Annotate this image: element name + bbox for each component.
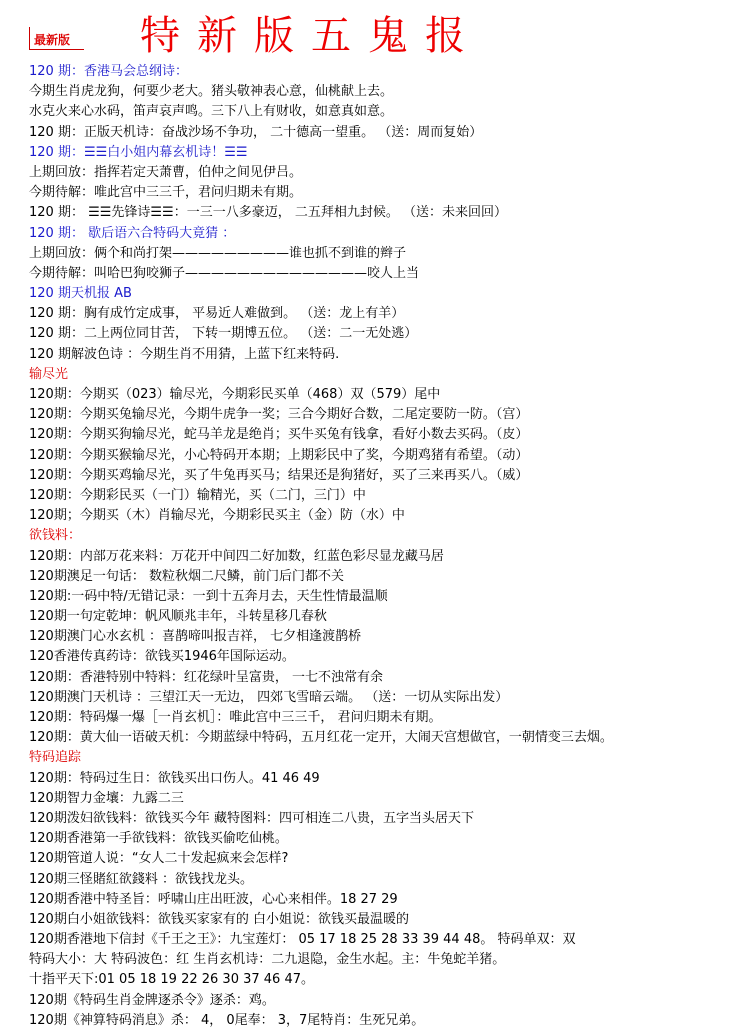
text-line: 120期澳门心水玄机 ：喜鹊啼叫报吉祥， 七夕相逢渡鹊桥 [29, 629, 362, 645]
text-line: 水克火来心水码，笛声哀声鸣。三下八上有财收，如意真如意。 [29, 104, 394, 120]
text-line: 今期生肖虎龙狗，何要少老大。猪头敬神表心意，仙桃献上去。 [29, 84, 394, 100]
text-line: 120 期：香港马会总纲诗： [29, 64, 188, 79]
text-line: 120期泼妇欲钱料：欲钱买今年 藏特图料：四可相连二八贵，五字当头居天下 [29, 810, 474, 826]
text-line: 120 期：胸有成竹定成事， 平易近人难做到。 （送：龙上有羊） [29, 306, 405, 322]
text-line: 120期：特码爆一爆［一肖玄机］：唯此宫中三三千， 君问归期未有期。 [29, 710, 442, 725]
text-line: 120期香港中特圣旨：呼啸山庄出旺波，心心来相伴。18 27 29 [29, 891, 398, 907]
text-line: 120期澳门天机诗 ：三望江天一无边， 四郊飞雪暗云端。 （送：一切从实际出发） [29, 689, 509, 705]
text-line: 120 期：正版天机诗：奋战沙场不争功， 二十德高一望重。 （送：周而复始） [29, 124, 483, 140]
text-line: 120香港传真药诗：欲钱买1946年国际运动。 [29, 649, 295, 665]
section-heading: 特码追踪 [29, 750, 82, 766]
text-line: 120期:一码中特/无错记录：一到十五奔月去，天生性情最温顺 [29, 588, 388, 604]
text-line: 120 期天机报 AB [29, 286, 132, 302]
text-line: 今期待解：叫哈巴狗咬狮子——————————————咬人上当 [29, 265, 420, 281]
text-line: 120期《神算特码消息》杀： 4， 0尾奉： 3，7尾特肖：生死兄弟。 [29, 1012, 425, 1028]
text-line: 120 期： ☰☰先锋诗☰☰：一三一八多豪迈， 二五拜相九封候。 （送：未来回回） [29, 205, 507, 221]
text-line: 上期回放：俩个和尚打架—————————谁也抓不到谁的辫子 [29, 245, 407, 261]
text-line: 120期：今期买狗输尽光，蛇马羊龙是绝肖；买牛买兔有钱拿，看好小数去买码。（皮） [29, 427, 529, 443]
page-title: 特新版五鬼报 [140, 13, 482, 59]
text-line: 特码大小：大 特码波色：红 生肖玄机诗：二九退隐，金生水起。主：牛兔蛇羊猪。 [29, 952, 506, 968]
text-line: 120 期：二上两位同甘苦， 下转一期博五位。 （送：二一无处逃） [29, 326, 418, 342]
text-line: 120期：香港特别中特料：红花绿叶呈富贵， 一七不浊常有余 [29, 669, 383, 685]
text-line: 今期待解：唯此宫中三三千，君问归期未有期。 [29, 185, 303, 201]
text-line: 120期：特码过生日：欲钱买出口伤人。41 46 49 [29, 770, 320, 786]
text-line: 120期：今期买猴输尽光，小心特码开本期；上期彩民中了奖，今期鸡猪有希望。（动） [29, 447, 529, 463]
text-line: 120期：黄大仙一语破天机：今期蓝绿中特码，五月红花一定开，大闹天宫想做官，一朝情变三去烟。 [29, 730, 613, 746]
text-line: 120期：今期买（023）输尽光，今期彩民买单（468）双（579）尾中 [29, 387, 441, 402]
text-line: 120期：今期买鸡输尽光，买了牛兔再买马；结果还是狗猪好，买了三来再买八。（威） [29, 467, 529, 483]
document-body [29, 62, 743, 1031]
text-line: 120期白小姐欲钱料：欲钱买家家有的 白小姐说：欲钱买最温暖的 [29, 911, 409, 927]
text-line: 120 期解波色诗 ：今期生肖不用猜，上蓝下红来特码. [29, 346, 340, 362]
text-line: 120 期：☰☰白小姐内幕玄机诗！☰☰ [29, 144, 248, 160]
text-line: 上期回放：指挥若定天萧曹，伯仲之间见伊吕。 [29, 164, 303, 180]
text-line: 120 期： 歇后语六合特码大竟猜 ： [29, 225, 236, 241]
text-line: 120期智力金壤：九露二三 [29, 790, 184, 806]
text-line: 120期《特码生肖金牌逐杀令》逐杀：鸡。 [29, 992, 275, 1008]
text-line: 120期：内部万花来料：万花开中间四二好加数，红蓝色彩尽显龙藏马居 [29, 548, 444, 564]
text-line: 120期香港第一手欲钱料：欲钱买偷吃仙桃。 [29, 831, 288, 847]
text-line: 120期香港地下信封《千王之王》：九宝莲灯： 05 17 18 25 28 33 39 44 48。 特码单双：双 [29, 932, 576, 948]
text-line: 120期澳足一句话： 数粒秋烟二尺鳞，前门后门都不关 [29, 568, 344, 584]
text-line: 120期：今期买兔输尽光，今期牛虎争一奖；三合今期好合数，二尾定要防一防。（宫） [29, 407, 529, 423]
section-heading: 输尽光 [29, 366, 69, 382]
text-line: 十指平天下:01 05 18 19 22 26 30 37 46 47。 [29, 972, 314, 988]
text-line: 120期：今期彩民买（一门）输精光，买（二门，三门）中 [29, 487, 366, 503]
badge-label: 最新版 [34, 33, 71, 47]
section-heading: 欲钱料： [29, 528, 82, 544]
text-line: 120期三怪賭紅欲錢料 ：欲钱找龙头。 [29, 871, 253, 887]
text-line: 120期管道人说：“女人二十发起疯来会怎样? [29, 851, 289, 867]
text-line: 120期；今期买（木）肖输尽光，今期彩民买主（金）防（水）中 [29, 508, 405, 524]
latest-edition-badge [29, 27, 84, 50]
text-line: 120期一句定乾坤：帆风顺兆丰年，斗转星移几春秋 [29, 609, 327, 625]
